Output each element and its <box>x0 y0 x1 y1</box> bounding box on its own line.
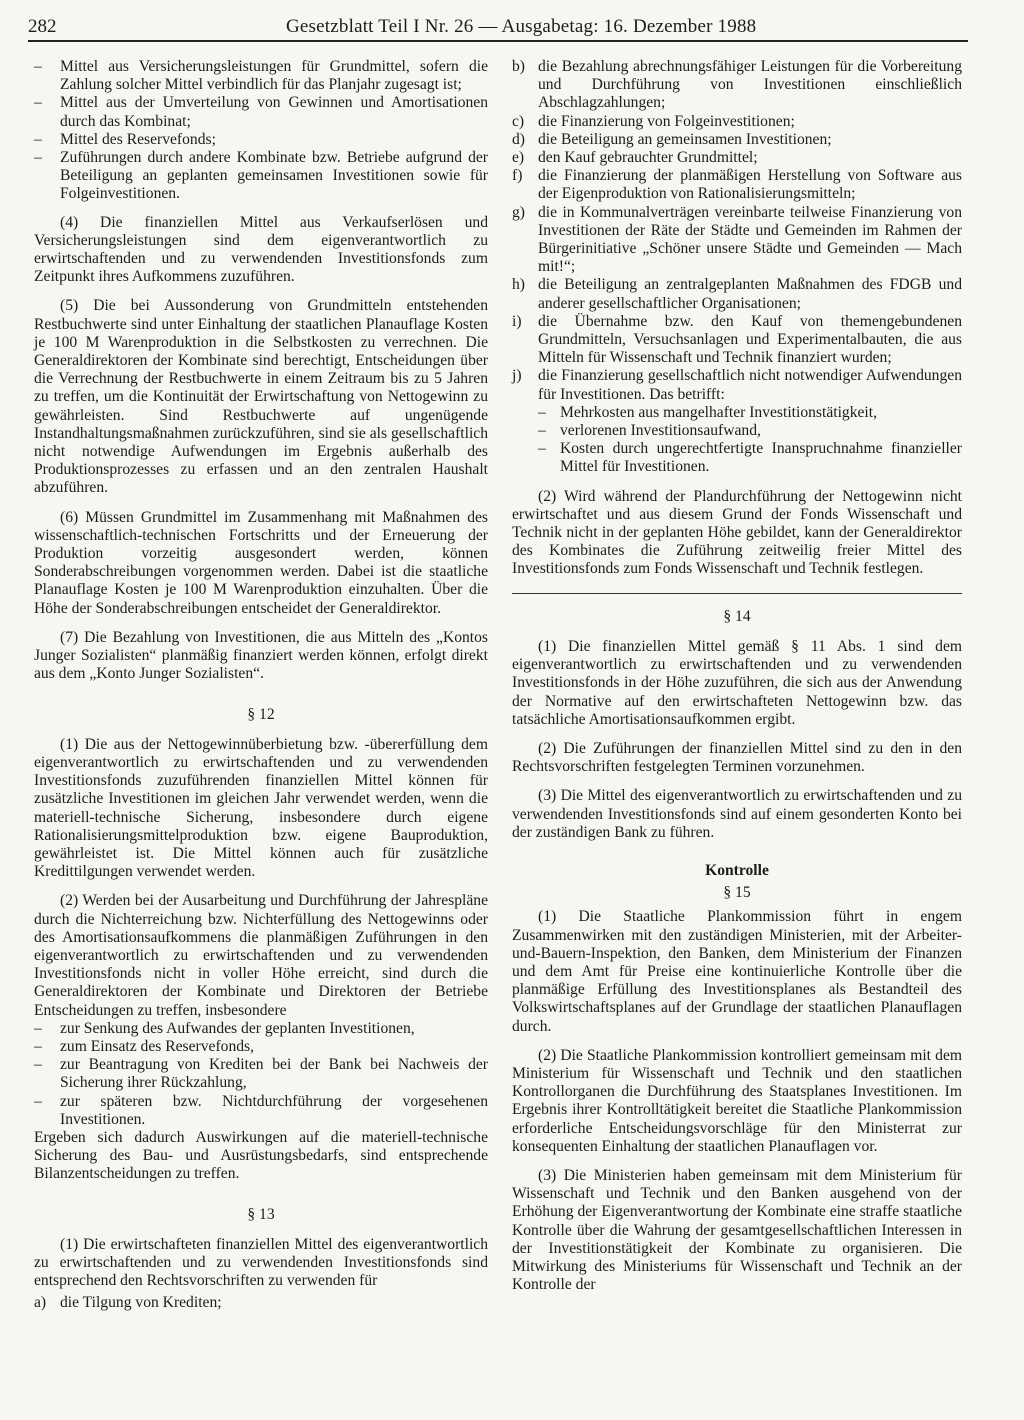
right-column <box>512 58 962 1305</box>
section-14-paragraph-1: (1) Die finanziellen Mittel gemäß § 11 Abs. 1 sind dem eigenverantwortlich zu erwirtschaftenden und zu verwendenden Investitionsfonds in der Höhe zuzuführen, die sich aus der Anwendung der Normative auf den erwirtschafteten Nettogewinn bzw. das tatsächliche Amortisationsaufkommen ergibt. <box>512 637 962 728</box>
list-item: – zur Senkung des Aufwandes der geplanten Investitionen, <box>34 1020 488 1038</box>
page-header <box>28 16 968 42</box>
list-item <box>512 149 962 167</box>
section-13-title: § 13 <box>247 1205 275 1223</box>
section-12-list <box>34 1020 488 1129</box>
section-13-list-start <box>34 1294 488 1312</box>
item-text: die Übernahme bzw. den Kauf von themengebundenen Grundmitteln, Versuchsanlagen und Experimentalbauten, die aus Mitteln für Wissenschaft und Technik finanziert wurden; <box>538 312 962 367</box>
list-item: – Kosten durch ungerechtfertigte Inanspruchnahme finanzieller Mittel für Investitionen. <box>538 440 962 476</box>
kontrolle-heading: Kontrolle <box>705 861 769 879</box>
item-label: e) <box>512 149 525 167</box>
section-14-paragraph-3: (3) Die Mittel des eigenverantwortlich zu erwirtschaftenden und zu verwendenden Investitionsfonds sind auf einem gesonderten Konto bei der zuständigen Bank zu führen. <box>512 787 962 841</box>
list-item: – Mittel des Reservefonds; <box>34 131 488 149</box>
list-item: – Mittel aus Versicherungsleistungen für Grundmittel, sofern die Zahlung solcher Mittel verbindlich für das Planjahr zugesagt ist; <box>34 58 488 94</box>
list-item <box>512 58 962 113</box>
funds-list <box>34 58 488 204</box>
gazette-title: Gesetzblatt Teil I Nr. 26 — Ausgabetag: 16. Dezember 1988 <box>286 16 757 37</box>
item-label: c) <box>512 112 525 130</box>
list-item: – Mehrkosten aus mangelhafter Investitionstätigkeit, <box>538 404 962 422</box>
paragraph-5: (5) Die bei Aussonderung von Grundmitteln entstehenden Restbuchwerte sind unter Einhaltung der staatlichen Planauflage Kosten je 100 M Warenproduktion in die Selbstkosten zu verrechnen. Die Generaldirektoren der Kombinate sind berechtigt, Entscheidungen über die Verrechnung der Restbuchwerte in einem Zeitraum bis zu 5 Jahren zu treffen, um die Kontinuität der Erwirtschaftung von Nettogewinn zu gewährleisten. Sind Restbuchwerte auf ungenügende Instandhaltungsmaßnahmen zurückzuführen, sind sie als gesellschaftlich nicht notwendige Aufwendungen im Ergebnis außerhalb des Produktionsprozesses zu erfassen und an den zentralen Haushalt abzuführen. <box>34 297 488 497</box>
section-14-paragraph-2: (2) Die Zuführungen der finanziellen Mittel sind zu den in den Rechtsvorschriften festgelegten Terminen vorzunehmen. <box>512 739 962 776</box>
item-text: die Finanzierung gesellschaftlich nicht notwendiger Aufwendungen für Investitionen. Das betrifft: <box>538 367 962 403</box>
section-13-paragraph-1: (1) Die erwirtschafteten finanziellen Mittel des eigenverantwortlich zu erwirtschaftenden und zu verwendenden Investitionsfonds sind entsprechend den Rechtsvorschriften zu verwenden für <box>34 1235 488 1290</box>
section-14-title: § 14 <box>723 607 751 625</box>
item-text: die Finanzierung der planmäßigen Herstellung von Software aus der Eigenproduktion von Rationalisierungsmitteln; <box>538 167 962 203</box>
paragraph-7: (7) Die Bezahlung von Investitionen, die aus Mitteln des „Kontos Junger Sozialisten“ planmäßig finanziert werden können, erfolgt direkt aus dem „Konto Junger Sozialisten“. <box>34 628 488 683</box>
item-label: h) <box>512 276 525 294</box>
page-number: 282 <box>28 16 57 37</box>
list-item: – Mittel aus der Umverteilung von Gewinnen und Amortisationen durch das Kombinat; <box>34 94 488 130</box>
section-15-paragraph-2: (2) Die Staatliche Plankommission kontrolliert gemeinsam mit dem Ministerium für Wissenschaft und Technik und den staatlichen Kontrollorganen die Durchführung des Staatsplanes Investitionen. Im Ergebnis ihrer Kontrolltätigkeit bereitet die Staatliche Plankommission erforderliche Entscheidungsvorschläge für den Ministerrat zur konsequenten Einhaltung der staatlichen Planauflagen vor. <box>512 1046 962 1155</box>
list-item: – zur Beantragung von Krediten bei der Bank bei Nachweis der Sicherung ihrer Rückzahlung, <box>34 1056 488 1092</box>
section-divider <box>512 593 962 594</box>
section-13-paragraph-2: (2) Wird während der Plandurchführung der Nettogewinn nicht erwirtschaftet und aus diesem Grund der Fonds Wissenschaft und Technik nicht in der geplanten Höhe gebildet, kann der Generaldirektor des Kombinates die Zuführung zeitweilig freier Mittel des Investitionsfonds zum Fonds Wissenschaft und Technik festlegen. <box>512 487 962 578</box>
section-15-title: § 15 <box>723 884 751 902</box>
section-13-list-continued <box>512 58 962 477</box>
list-item <box>512 313 962 368</box>
item-text: die Beteiligung an zentralgeplanten Maßnahmen des FDGB und anderer gesellschaftlicher Organisationen; <box>538 276 962 312</box>
item-text: den Kauf gebrauchter Grundmittel; <box>538 149 758 167</box>
list-item <box>512 113 962 131</box>
list-item: – Zuführungen durch andere Kombinate bzw. Betriebe aufgrund der Beteiligung an geplanten gemeinsamen Investitionen sowie für Folgeinvestitionen. <box>34 149 488 204</box>
item-label: f) <box>512 167 523 185</box>
item-text: die Bezahlung abrechnungsfähiger Leistungen für die Vorbereitung und Durchführung von Investitionen einschließlich Abschlagzahlungen; <box>538 58 962 112</box>
list-item <box>34 1294 488 1312</box>
section-12-paragraph-2: (2) Werden bei der Ausarbeitung und Durchführung der Jahrespläne durch die Nichterreichung bzw. Nichterfüllung des Nettogewinns oder des Amortisationsaufkommens die planmäßigen Zuführungen in den eigenverantwortlich zu erwirtschaftenden und zu verwendenden Investitionsfonds nicht in voller Höhe erreicht, sind durch die Generaldirektoren der Kombinate und Direktoren der Betriebe Entscheidungen zu treffen, insbesondere <box>34 892 488 1019</box>
list-item: – verlorenen Investitionsaufwand, <box>538 422 962 440</box>
list-item <box>512 367 962 476</box>
paragraph-4: (4) Die finanziellen Mittel aus Verkaufserlösen und Versicherungsleistungen sind dem eigenverantwortlich zu erwirtschaftenden und zu verwendenden Investitionsfonds zum Zeitpunkt ihres Aufkommens zuzuführen. <box>34 213 488 286</box>
left-column <box>34 58 488 1324</box>
section-12-paragraph-1: (1) Die aus der Nettogewinnüberbietung bzw. -übererfüllung dem eigenverantwortlich zu erwirtschaftenden und zu verwendenden Investitionsfonds zuzuführenden finanziellen Mittel können für zusätzliche Investitionen im gleichen Jahr verwendet werden, wenn die materiell-technische Sicherung, insbesondere durch eigene Rationalisierungsmittelproduktion bzw. eigene Bauproduktion, gewährleistet ist. Die Mittel können auch für zusätzliche Kredittilgungen verwendet werden. <box>34 735 488 881</box>
item-label: i) <box>512 312 522 330</box>
item-text: die Beteiligung an gemeinsamen Investitionen; <box>538 130 832 148</box>
section-15-paragraph-1: (1) Die Staatliche Plankommission führt in engem Zusammenwirken mit den zuständigen Ministerien, mit der Arbeiter-und-Bauern-Inspektion, den Banken, dem Ministerium der Finanzen und dem Amt für Preise eine kontinuierliche Kontrolle über die planmäßige Erfüllung des Investitionsplanes als Bestandteil des Volkswirtschaftsplanes auf der Grundlage der staatlichen Planauflagen durch. <box>512 908 962 1035</box>
section-12-conclusion: Ergeben sich dadurch Auswirkungen auf die materiell-technische Sicherung des Bau- und Ausrüstungsbedarfs, sind entsprechende Bilanzentscheidungen zu treffen. <box>34 1128 488 1183</box>
item-text: die Tilgung von Krediten; <box>60 1294 222 1312</box>
item-label: g) <box>512 203 525 221</box>
item-label: j) <box>512 367 522 385</box>
costs-list <box>538 404 962 477</box>
list-item: – zum Einsatz des Reservefonds, <box>34 1038 488 1056</box>
item-text: die Finanzierung von Folgeinvestitionen; <box>538 112 795 130</box>
item-label: a) <box>34 1294 47 1312</box>
section-15-paragraph-3: (3) Die Ministerien haben gemeinsam mit dem Ministerium für Wissenschaft und Technik und den Banken ausgehend von der Erhöhung der Eigenverantwortung der Kombinate eine straffe staatliche Kontrolle über die Wahrung der gesamtgesellschaftlichen Interessen in der Investitionstätigkeit der Kombinate zu organisieren. Die Mitwirkung des Ministeriums für Wissenschaft und Technik an der Kontrolle der <box>512 1166 962 1294</box>
section-12-title: § 12 <box>247 705 275 723</box>
list-item <box>512 167 962 203</box>
paragraph-6: (6) Müssen Grundmittel im Zusammenhang mit Maßnahmen des wissenschaftlich-technischen Fortschritts und der Erneuerung der Produktion vorzeitig ausgesondert werden, können Sonderabschreibungen vorgenommen werden. Dabei ist die staatliche Planauflage Kosten je 100 M Warenproduktion einzuhalten. Über die Höhe der Sonderabschreibungen entscheidet der Generaldirektor. <box>34 508 488 617</box>
list-item: – zur späteren bzw. Nichtdurchführung der vorgesehenen Investitionen. <box>34 1093 488 1129</box>
list-item <box>512 131 962 149</box>
list-item <box>512 204 962 277</box>
item-label: b) <box>512 58 525 75</box>
item-label: d) <box>512 130 525 148</box>
header-rule <box>28 40 968 42</box>
list-item <box>512 276 962 312</box>
item-text: die in Kommunalverträgen vereinbarte teilweise Finanzierung von Investitionen der Räte der Städte und Gemeinden im Rahmen der Bürgerinitiative „Schöner unsere Städte und Gemeinden — Mach mit!“; <box>538 203 962 276</box>
